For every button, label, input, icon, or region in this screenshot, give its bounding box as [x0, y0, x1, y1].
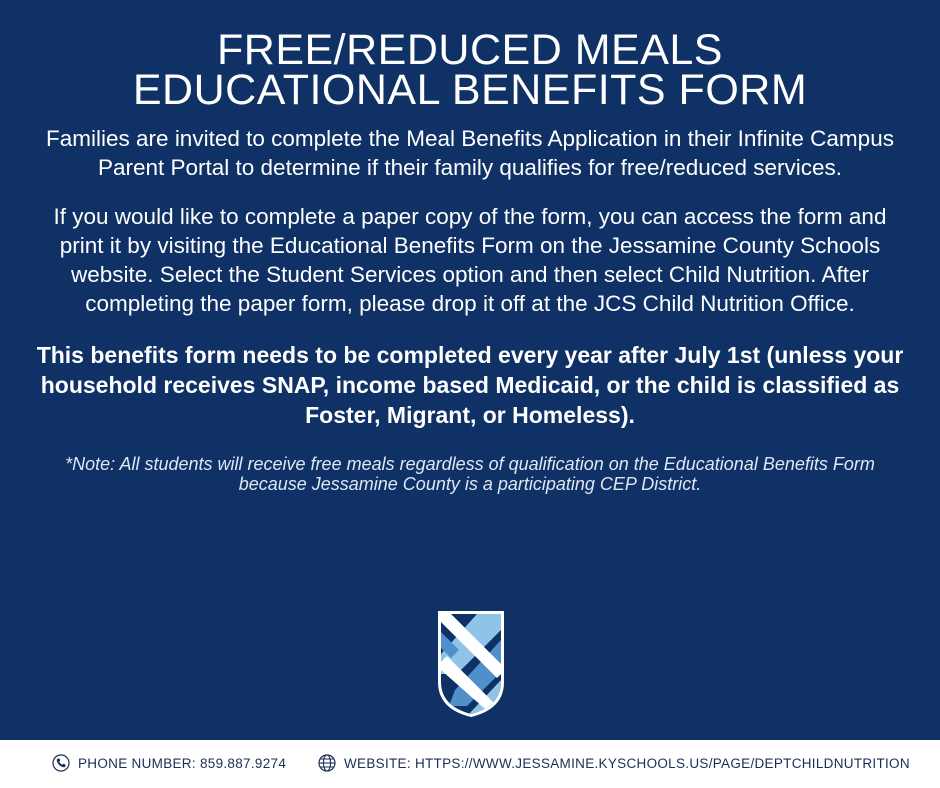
globe-icon — [318, 754, 336, 772]
jcs-shield-logo-icon — [437, 610, 505, 717]
title-line-1: FREE/REDUCED MEALS — [217, 26, 723, 74]
page-title — [0, 0, 940, 114]
requirement-paragraph: This benefits form needs to be completed every year after July 1st (unless your household receives SNAP, income based Medicaid, or the child is classified as Foster, Migrant, or Homeless). — [36, 342, 904, 428]
paper-form-paragraph: If you would like to complete a paper copy of the form, you can access the form and print it by visiting the Educational Benefits Form on the Jessamine County Schools website. Select the Student Services option and then select Child Nutrition. After completing the paper form, please drop it off at the JCS Child Nutrition Office. — [53, 204, 887, 316]
website-contact[interactable] — [318, 754, 910, 772]
cep-note: *Note: All students will receive free meals regardless of qualification on the Educational Benefits Form because Jessamine County is a participating CEP District. — [65, 454, 875, 494]
title-line-2: EDUCATIONAL BENEFITS FORM — [132, 66, 808, 114]
website-link[interactable]: WEBSITE: HTTPS://WWW.JESSAMINE.KYSCHOOLS.US/PAGE/DEPTCHILDNUTRITION — [344, 755, 910, 771]
phone-number: PHONE NUMBER: 859.887.9274 — [78, 755, 287, 771]
phone-icon — [52, 754, 70, 772]
footer-bar — [0, 740, 940, 788]
intro-paragraph: Families are invited to complete the Meal Benefits Application in their Infinite Campus Parent Portal to determine if their family qualifies for free/reduced services. — [46, 126, 894, 180]
phone-contact — [52, 754, 286, 772]
